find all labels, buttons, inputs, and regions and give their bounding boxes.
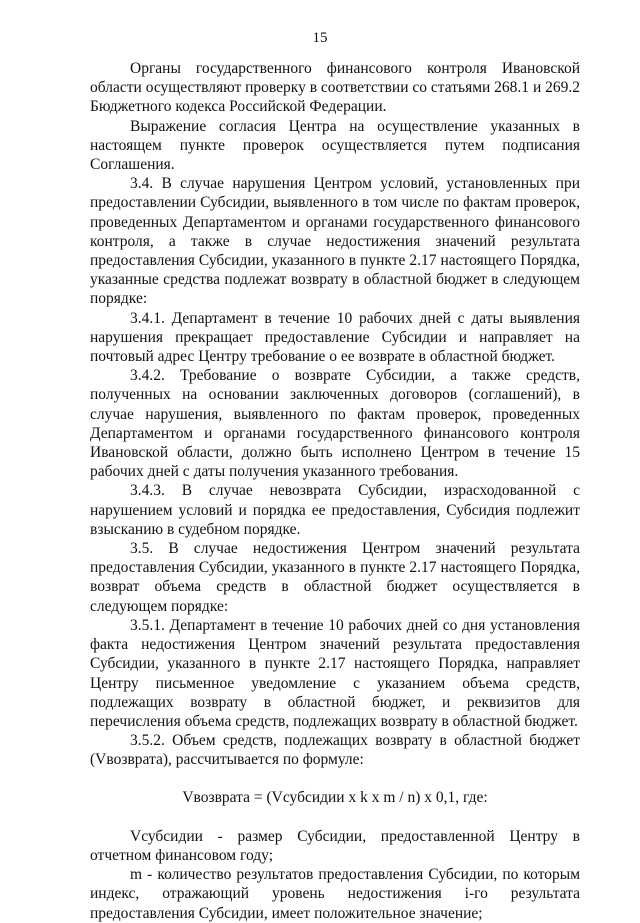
paragraph: Органы государственного финансового контроля Ивановской области осуществляют проверку в соответствии со статьями 268.1 и 269.2 Бюджетного кодекса Российской Федерации. — [90, 60, 580, 116]
paragraph-3-5: 3.5. В случае недостижения Центром значений результата предоставления Субсидии, указанного в пункте 2.17 настоящего Порядка, возврат объема средств в областной бюджет осуществляется в следующем порядке: — [90, 540, 580, 615]
definition-m: m - количество результатов предоставления Субсидии, по которым индекс, отражающий уровень недостижения i-го результата предоставления Субсидии, имеет положительное значение; — [90, 866, 580, 922]
paragraph-3-4-2: 3.4.2. Требование о возврате Субсидии, а также средств, полученных на основании заключенных договоров (соглашений), в случае нарушения, выявленного по фактам проверок, проведенных Департаментом и органами государственного финансового контроля Ивановской области, должно быть исполнено Центром в течение 15 рабочих дней с даты получения указанного требования. — [90, 367, 580, 481]
definition-v-subsidy: Vсубсидии - размер Субсидии, предоставленной Центру в отчетном финансовом году; — [90, 827, 580, 864]
paragraph-3-4-1: 3.4.1. Департамент в течение 10 рабочих дней с даты выявления нарушения прекращает предоставление Субсидии и направляет на почтовый адрес Центру требование о ее возврате в областной бюджет. — [90, 309, 580, 366]
paragraph: Выражение согласия Центра на осуществление указанных в настоящем пункте проверок осуществляется путем подписания Соглашения. — [90, 117, 580, 174]
paragraph-3-4-3: 3.4.3. В случае невозврата Субсидии, израсходованной с нарушением условий и порядка ее предоставления, Субсидия подлежит взысканию в судебном порядке. — [90, 482, 580, 538]
page-number: 15 — [312, 30, 328, 46]
paragraph-3-5-1: 3.5.1. Департамент в течение 10 рабочих дней со дня установления факта недостижения Центром значений результата предоставления Субсидии, указанного в пункте 2.17 настоящего Порядка, направляет Центру письменное уведомление с указанием объема средств, подлежащих возврату в областной бюджет, и реквизитов для перечисления объема средств, подлежащих возврату в областной бюджет. — [90, 616, 580, 730]
return-volume-formula: Vвозврата = (Vсубсидии x k x m / n) x 0,1, где: — [182, 788, 488, 806]
document-body — [90, 59, 580, 923]
paragraph-3-4: 3.4. В случае нарушения Центром условий, установленных при предоставлении Субсидии, выявленного в том числе по фактам проверок, проведенных Департаментом и органами государственного финансового контроля, а также в случае недостижения значений результата предоставления Субсидии, указанного в пункте 2.17 настоящего Порядка, указанные средства подлежат возврату в областной бюджет в следующем порядке: — [90, 175, 580, 308]
paragraph-3-5-2: 3.5.2. Объем средств, подлежащих возврату в областной бюджет (Vвозврата), рассчитывается по формуле: — [90, 732, 580, 769]
